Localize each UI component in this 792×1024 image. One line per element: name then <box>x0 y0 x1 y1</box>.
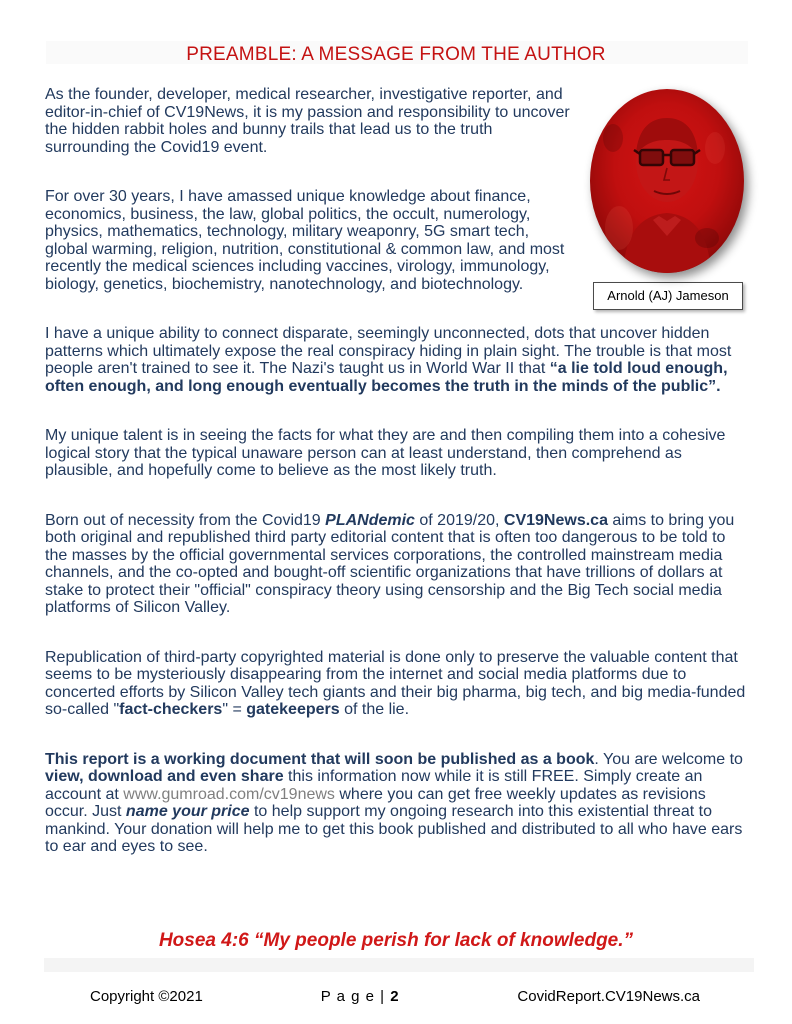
text-run: of the lie. <box>339 701 410 718</box>
text-run: “a lie told loud enough, often enough, and long enough eventually becomes the truth in the minds of the public”. <box>45 360 728 395</box>
text-run: P a g e | <box>320 988 391 1005</box>
page-footer <box>0 988 792 1005</box>
body-paragraph <box>45 325 747 395</box>
author-portrait <box>589 88 747 310</box>
text-run: " = <box>222 701 247 718</box>
body-paragraph <box>45 512 747 617</box>
text-run: gatekeepers <box>246 701 340 718</box>
text-run: Republication of third-party copyrighted material is done only to preserve the valuable content that seems to be mysteriously disappearing from the internet and social media platforms due to concerted efforts by Silicon Valley tech giants and their big pharma, big tech, and big media-funded so-called " <box>45 648 746 718</box>
text-run: fact-checkers <box>119 701 223 718</box>
text-run: . You are welcome to <box>594 750 743 768</box>
body-content <box>45 86 747 888</box>
text-run: CV19News.ca <box>503 511 608 529</box>
text-run: of 2019/20, <box>414 511 504 529</box>
portrait-caption: Arnold (AJ) Jameson <box>593 282 743 310</box>
author-photo-red-tinted <box>589 88 745 274</box>
body-paragraph <box>45 427 747 480</box>
body-paragraph <box>45 751 747 856</box>
text-run: My unique talent is in seeing the facts for what they are and then compiling them into a cohesive logical story that the typical unaware person can at least understand, then comprehend as plausible, and hopefully come to believe as the most likely truth. <box>45 427 726 479</box>
scripture-quote: Hosea 4:6 “My people perish for lack of knowledge.” <box>158 930 634 951</box>
text-run: view, download and even share <box>45 768 284 785</box>
text-run: I have a unique ability to connect disparate, seemingly unconnected, dots that uncover hidden patterns which ultimately expose the real conspiracy hiding in plain sight. The trouble is that most people aren't trained to see it. The Nazi's taught us in World War II that <box>45 325 732 377</box>
text-run: to help support my ongoing research into this existential threat to mankind. Your donation will help me to get this book published and distributed to all who have ears to ear and eyes to see. <box>45 803 743 855</box>
text-run: aims to bring you both original and republished third party editorial content that is often too dangerous to be told to the masses by the official governmental services corporations, the controlled mainstream media channels, and the co-opted and bought-off scientific organizations that have trillions of dollars at stake to protect their "official" conspiracy theory using censorship and the Big Tech social media platforms of Silicon Valley. <box>45 511 735 616</box>
text-run: this information now while it is still FREE. Simply create an account at <box>45 768 703 803</box>
text-run: name your price <box>125 803 250 820</box>
footer-site-url: CovidReport.CV19News.ca <box>517 988 700 1005</box>
text-run: For over 30 years, I have amassed unique knowledge about finance, economics, business, the law, global politics, the occult, numerology, physics, mathematics, technology, military weaponry, 5G smart tech, global warming, religion, nutrition, constitutional & common law, and most recently the medical sciences including vaccines, virology, immunology, biology, genetics, biochemistry, nanotechnology, and biotechnology. <box>45 188 565 293</box>
body-paragraph <box>45 649 747 719</box>
text-run: As the founder, developer, medical researcher, investigative reporter, and editor-in-chief of CV19News, it is my passion and responsibility to uncover the hidden rabbit holes and bunny trails that lead us to the truth surrounding the Covid19 event. <box>45 86 570 156</box>
text-run: where you can get free weekly updates as revisions occur. Just <box>45 785 706 820</box>
footer-page-number <box>321 988 400 1005</box>
text-run: 2 <box>390 988 400 1005</box>
text-run: PLANdemic <box>325 511 415 529</box>
gumroad-link: www.gumroad.com/cv19news <box>123 785 335 803</box>
text-run: Born out of necessity from the Covid19 <box>45 511 326 529</box>
text-run: This report is a working document that will soon be published as a book <box>45 750 595 768</box>
footer-copyright: Copyright ©2021 <box>90 988 203 1005</box>
footer-highlight-band <box>44 958 754 972</box>
page-title: PREAMBLE: A MESSAGE FROM THE AUTHOR <box>186 44 606 65</box>
